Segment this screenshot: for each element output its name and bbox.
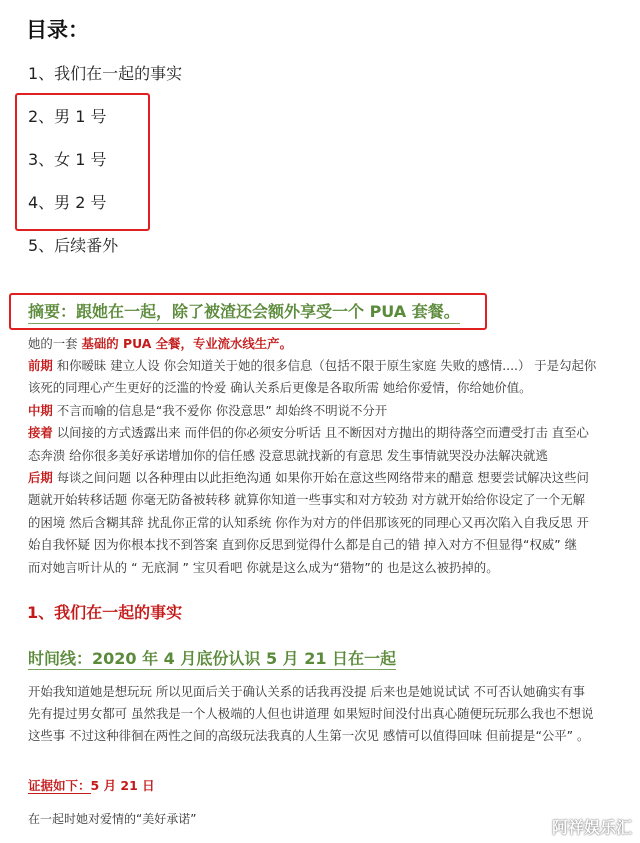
toc-item: 4、男 2 号 <box>28 193 107 212</box>
evidence-label: 证据如下： <box>28 778 91 793</box>
body-line-text: 题就开始转移话题 你毫无防备被转移 就算你知道一些事实和对方较劲 对方就开始给你设定了一个无解 <box>28 492 586 508</box>
body-line-text: 该死的同理心产生更好的泛滥的怜爱 确认关系后更像是各取所需 她给你爱情，你给她价值。 <box>28 380 532 396</box>
toc-item: 5、后续番外 <box>28 236 119 255</box>
body-line <box>28 378 532 396</box>
summary-heading: 摘要：跟她在一起，除了被渣还会额外享受一个 PUA 套餐。 <box>28 299 460 324</box>
highlight-box <box>15 93 150 231</box>
body-line-text: 始自我怀疑 因为你根本找不到答案 直到你反思到觉得什么都是自己的错 掉入对方不但显得“权威” 继 <box>28 537 577 553</box>
body-line <box>28 535 577 553</box>
phase-label: 接着 <box>28 425 53 441</box>
body-line-text: 而对她言听计从的 “ 无底洞 ” 宝贝看吧 你就是这么成为“猎物”的 也是这么被扔掉的。 <box>28 559 499 575</box>
body-line <box>28 513 589 531</box>
body-line <box>28 356 596 374</box>
evidence-date: 5 月 21 日 <box>90 778 155 793</box>
body-line <box>28 558 499 576</box>
paragraph-line: 先有提过男女都可 虽然我是一个人极端的人但也讲道理 如果短时间没付出真心随便玩玩那么我也不想说 <box>28 706 594 721</box>
body-line <box>28 423 589 441</box>
toc-item: 1、我们在一起的事实 <box>28 64 183 83</box>
body-line <box>28 490 585 508</box>
toc-item: 2、男 1 号 <box>28 107 107 126</box>
body-line-text: 不言而喻的信息是“我不爱你 你没意思” 却始终不明说不分开 <box>52 402 388 418</box>
toc-title: 目录： <box>26 18 89 42</box>
paragraph-line: 开始我知道她是想玩玩 所以见面后关于确认关系的话我再没提 后来也是她说试试 不可否认她确实有事 <box>28 684 586 699</box>
body-line <box>28 401 387 419</box>
watermark: 阿祥娱乐汇 <box>551 818 632 837</box>
phase-label: 后期 <box>28 470 53 485</box>
phase-label: 前期 <box>28 358 53 373</box>
caption: 在一起时她对爱情的“美好承诺” <box>28 812 197 826</box>
section-heading: 1、我们在一起的事实 <box>27 603 183 622</box>
body-line <box>28 446 548 464</box>
body-line-text: 每谈之间问题 以各种理由以此拒绝沟通 如果你开始在意这些网络带来的醋意 想要尝试解决这些问 <box>52 470 589 485</box>
body-line <box>28 468 589 486</box>
intro-line <box>28 334 292 352</box>
phase-label: 中期 <box>28 402 53 418</box>
toc-item: 3、女 1 号 <box>28 150 107 169</box>
body-line-text: 的困境 然后含糊其辞 扰乱你正常的认知系统 你作为对方的伴侣那该死的同理心又再次陷入自我反思 开 <box>28 514 589 530</box>
body-line-text: 以间接的方式透露出来 而伴侣的你必须安分听话 且不断因对方抛出的期待落空而遭受打击 直至心 <box>52 425 589 441</box>
intro-highlight: 基础的 PUA 全餐，专业流水线生产。 <box>81 336 292 351</box>
timeline-heading: 时间线：2020 年 4 月底份认识 5 月 21 日在一起 <box>28 646 396 670</box>
paragraph-line: 这些事 不过这种徘徊在两性之间的高级玩法我真的人生第一次见 感情可以值得回味 但前提是“公平” 。 <box>28 728 590 743</box>
intro-prefix: 她的一套 <box>28 336 82 351</box>
evidence-heading <box>28 776 155 794</box>
body-line-text: 和你暧昧 建立人设 你会知道关于她的很多信息（包括不限于原生家庭 失败的感情....） 于是勾起你 <box>52 358 597 373</box>
body-line-text: 态奔溃 给你很多美好承诺增加你的信任感 没意思就找新的有意思 发生事情就哭没办法解决就逃 <box>28 447 548 463</box>
